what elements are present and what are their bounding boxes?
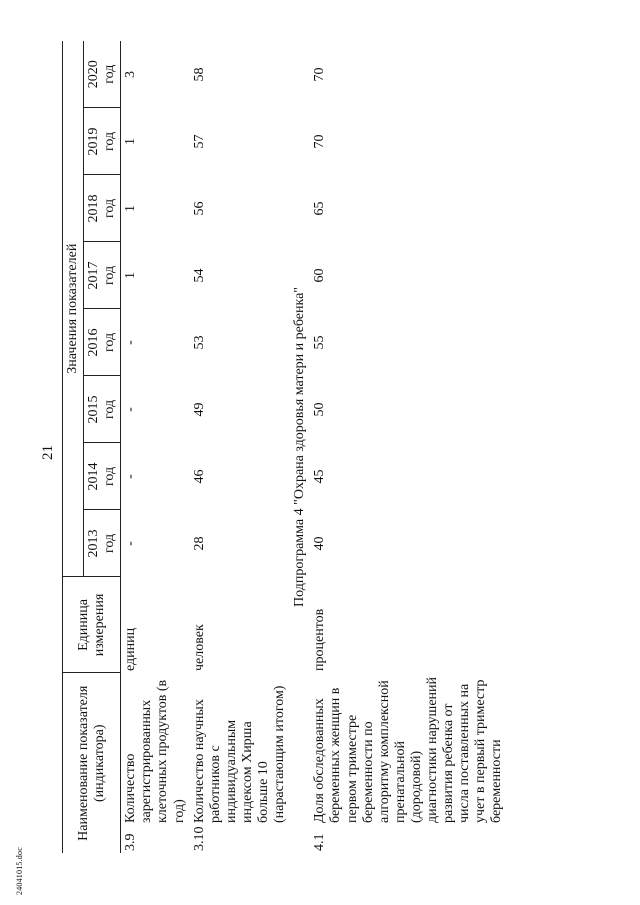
row-number: 4.1	[312, 833, 328, 851]
value-cell: 45	[312, 469, 328, 484]
value-cell: 54	[191, 268, 207, 283]
value-cell: 58	[191, 67, 207, 82]
year-header: 2015 год	[84, 376, 121, 443]
value-cell: -	[123, 407, 139, 412]
page-number: 21	[40, 445, 56, 460]
value-cell: 3	[123, 70, 139, 78]
value-cell: 57	[191, 134, 207, 149]
year-header: 2013 год	[84, 510, 121, 577]
value-cell: 46	[191, 469, 207, 484]
indicators-table	[62, 41, 507, 853]
year-header: 2016 год	[84, 309, 121, 376]
row-number: 3.9	[123, 833, 139, 851]
value-cell: 65	[312, 201, 328, 216]
value-cell: -	[123, 474, 139, 479]
value-cell: 70	[312, 134, 328, 149]
value-cell: 56	[191, 201, 207, 216]
section-title: Подпрограмма 4 "Охрана здоровья матери и ребенка"	[292, 286, 308, 607]
indicator-unit: единиц	[123, 627, 139, 671]
value-cell: 60	[312, 268, 328, 283]
column-header-values: Значения показателей	[63, 41, 84, 577]
year-header: 2018 год	[84, 175, 121, 242]
value-cell: 1	[123, 137, 139, 145]
indicator-name: Количество зарегистрированных клеточных продуктов (в год)	[123, 679, 187, 823]
document-id: 24041015.doc	[15, 847, 24, 895]
table-row	[121, 41, 190, 853]
value-cell: 1	[123, 204, 139, 212]
value-cell: 53	[191, 335, 207, 350]
indicator-name: Количество научных работников с индивидуальным индексом Хирша больше 10 (нарастающим итогом)	[191, 685, 288, 823]
table-row	[310, 41, 507, 853]
value-cell: 49	[191, 402, 207, 417]
column-header-unit: Единица измерения	[63, 577, 121, 673]
value-cell: 1	[123, 271, 139, 279]
value-cell: 55	[312, 335, 328, 350]
year-header: 2017 год	[84, 242, 121, 309]
value-cell: 28	[191, 536, 207, 551]
year-header: 2019 год	[84, 108, 121, 175]
indicator-unit: человек	[191, 624, 207, 671]
table-header-row	[63, 41, 84, 853]
indicator-unit: процентов	[312, 608, 328, 671]
year-header: 2014 год	[84, 443, 121, 510]
table-row	[190, 41, 291, 853]
year-header: 2020 год	[84, 41, 121, 108]
row-number: 3.10	[191, 826, 207, 851]
value-cell: 70	[312, 67, 328, 82]
value-cell: -	[123, 541, 139, 546]
column-header-name: Наименование показателя (индикатора)	[63, 673, 121, 853]
value-cell: -	[123, 340, 139, 345]
value-cell: 50	[312, 402, 328, 417]
indicator-name: Доля обследованных беременных женщин в первом триместре беременности по алгоритму комплексной пренатальной (дородовой) диагностики нарушений развития ребенка от числа поставленных на учет в первый триместр беременности	[312, 676, 505, 823]
section-row	[290, 41, 310, 853]
value-cell: 40	[312, 536, 328, 551]
